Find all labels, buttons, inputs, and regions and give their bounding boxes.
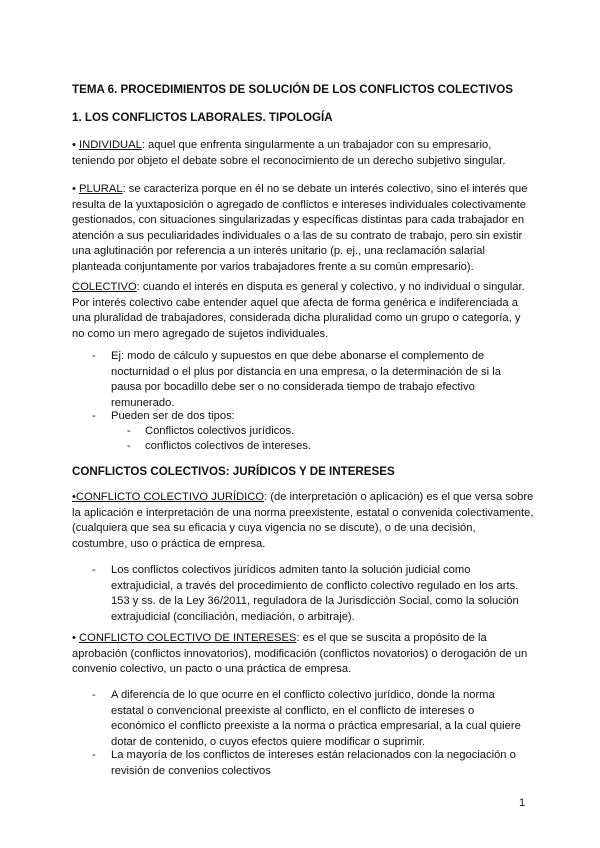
- bullet: •: [72, 139, 76, 151]
- list-item-tipos: Pueden ser de dos tipos:: [111, 410, 235, 422]
- list-item-diferencia: A diferencia de lo que ocurre en el conflicto colectivo jurídico, donde la norma estatal o convencional preexiste al conflicto, en el conflicto de intereses o económico el conflicto preexiste a la norma o práctica empresarial, a la cual quiere dotar de contenido, o cuyos efectos quiere modificar o suprimir.: [111, 689, 521, 748]
- term-plural: PLURAL: [79, 183, 123, 195]
- section-heading-conflictos: CONFLICTOS COLECTIVOS: JURÍDICOS Y DE INTERESES: [72, 465, 395, 478]
- sublist-item-juridicos: Conflictos colectivos jurídicos.: [145, 425, 295, 437]
- paragraph-juridico: [72, 490, 534, 552]
- list-item-ejemplo: Ej: modo de cálculo y supuestos en que debe abonarse el complemento de nocturnidad o el plus por distancia en una empresa, o la determinación de si la pausa por bocadillo debe ser o no considerada tiempo de trabajo efectivo remunerado.: [111, 350, 501, 409]
- list-dash: -: [92, 564, 96, 576]
- section-heading-tipologia: 1. LOS CONFLICTOS LABORALES. TIPOLOGÍA: [72, 111, 333, 124]
- bullet: •: [72, 491, 76, 503]
- term-conflicto-intereses: CONFLICTO COLECTIVO DE INTERESES: [79, 632, 297, 644]
- list-dash: -: [92, 689, 96, 701]
- document-title: TEMA 6. PROCEDIMIENTOS DE SOLUCIÓN DE LOS CONFLICTOS COLECTIVOS: [72, 83, 514, 96]
- term-individual: INDIVIDUAL: [79, 139, 142, 151]
- list-item-mayoria: La mayoría de los conflictos de intereses están relacionados con la negociación o revisión de convenios colectivos: [111, 749, 516, 777]
- bullet: •: [72, 632, 76, 644]
- paragraph-plural: [72, 182, 534, 276]
- bullet: •: [72, 183, 76, 195]
- term-colectivo: COLECTIVO: [72, 281, 137, 293]
- paragraph-text: : aquel que enfrenta singularmente a un trabajador con su empresario, teniendo por objeto el debate sobre el reconocimiento de un derecho subjetivo singular.: [72, 139, 506, 167]
- list-dash: -: [92, 350, 96, 362]
- paragraph-intereses: [72, 631, 534, 678]
- term-conflicto-juridico: CONFLICTO COLECTIVO JURÍDICO: [75, 491, 265, 503]
- paragraph-text: : es el que se suscita a propósito de la aprobación (conflictos innovatorios), modificación (conflictos novatorios) o derogación de un convenio colectivo, un pacto o una práctica de empresa.: [72, 632, 528, 676]
- sublist-item-intereses: conflictos colectivos de intereses.: [145, 440, 312, 452]
- paragraph-text: : cuando el interés en disputa es general y colectivo, y no individual o singular. Por interés colectivo cabe entender aquel que afecta de forma genérica e indiferenciada a una pluralidad de trabajadores, considerada dicha pluralidad como un grupo o categoría, y no como un mero agregado de sujetos individuales.: [72, 281, 525, 340]
- paragraph-colectivo: [72, 280, 534, 342]
- page-number: 1: [519, 797, 526, 809]
- list-dash: -: [92, 749, 96, 761]
- sublist-dash: -: [127, 440, 131, 452]
- list-dash: -: [92, 410, 96, 422]
- sublist-dash: -: [127, 425, 131, 437]
- paragraph-individual: [72, 138, 534, 169]
- paragraph-text: : (de interpretación o aplicación) es el que versa sobre la aplicación e interpretación de una norma preexistente, estatal o convenida colectivamente, (cualquiera que sea su eficacia y cuya vigencia no se discute), o de una decisión, costumbre, uso o práctica de empresa.: [72, 491, 534, 550]
- list-item-soluciones: Los conflictos colectivos jurídicos admiten tanto la solución judicial como extrajudicial, a través del procedimiento de conflicto colectivo regulado en los arts. 153 y ss. de la Ley 36/2011, reguladora de la Jurisdicción Social, como la solución extrajudicial (conciliación, mediación, o arbitraje).: [111, 564, 519, 623]
- paragraph-text: : se caracteriza porque en él no se debate un interés colectivo, sino el interés que resulta de la yuxtaposición o agregado de conflictos e intereses individuales colectivamente gestionados, con situaciones singularizadas y específicas distintas para cada trabajador en atención a sus peculiaridades individuales o a las de su contrato de trabajo, pero sin existir una aglutinación por referencia a un interés unitario (p. ej., una reclamación salarial planteada conjuntamente por varios trabajadores frente a su común empresario).: [72, 183, 528, 273]
